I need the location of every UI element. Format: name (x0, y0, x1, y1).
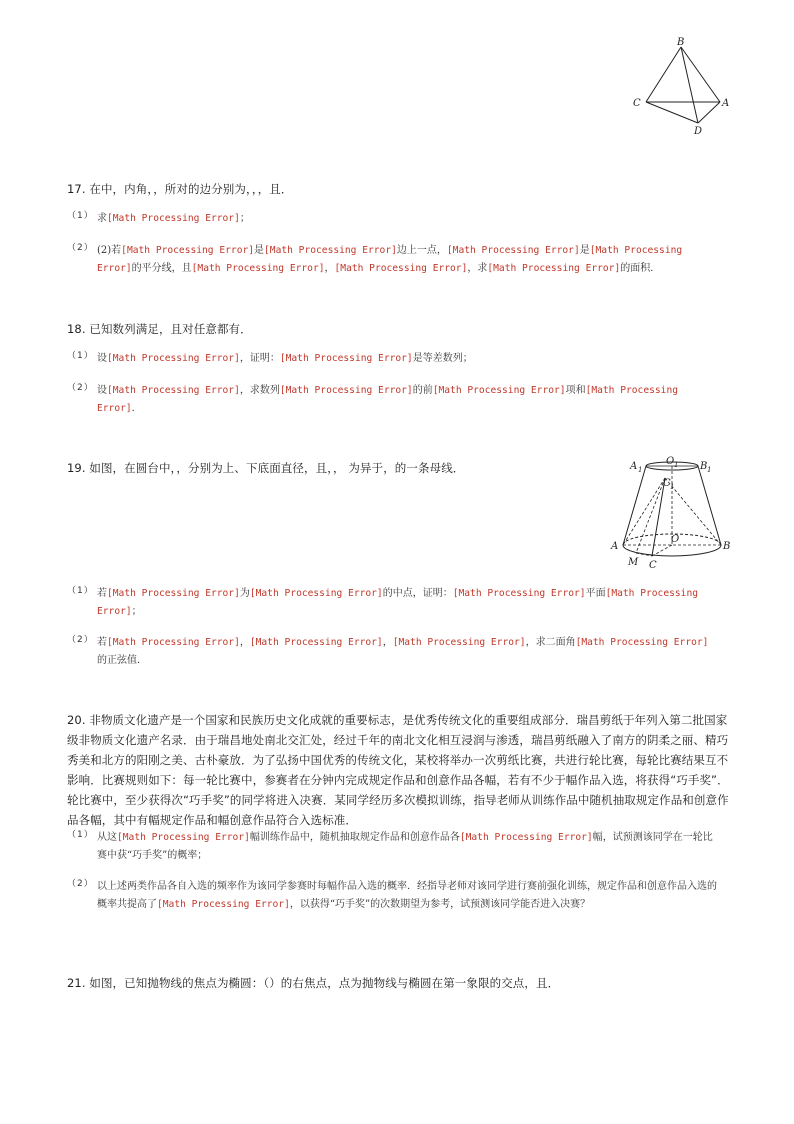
question-19-title: 19. 如图，在圆台中，，分别为上、下底面直径，且，， 为异于，的一条母线． (67, 461, 465, 475)
label-O1-sub: 1 (674, 461, 679, 469)
math-error-text: [Math Processing Error] (107, 588, 240, 599)
side-right (698, 466, 721, 545)
label-O: O (671, 534, 680, 545)
label-A1: A (630, 461, 638, 472)
label-D: D (694, 126, 703, 136)
label-C: C (633, 98, 641, 109)
text-segment: 幅，试预测该同学在一轮比赛中获“巧手奖”的概率； (97, 832, 713, 861)
text-segment: 为 (239, 588, 250, 599)
math-error-text: [Math Processing Error] (97, 245, 683, 274)
part-number: （2） (67, 383, 94, 393)
part-text (97, 829, 717, 864)
text-segment: ， (324, 262, 335, 274)
text-segment: 平面 (585, 588, 606, 599)
math-error-text: [Math Processing Error] (107, 637, 240, 648)
math-error-text: [Math Processing Error] (249, 588, 383, 599)
math-error-text: [Math Processing Error] (392, 637, 526, 648)
math-error-text: [Math Processing Error] (157, 898, 290, 910)
label-C1: C (663, 478, 671, 489)
part-text (97, 878, 717, 913)
line-C1-M (636, 478, 665, 553)
text-segment: ， (239, 637, 250, 648)
question-20-title: 20. 非物质文化遗产是一个国家和民族历史文化成就的重要标志，是优秀传统文化的重要组成部分．瑞昌剪纸于年列入第二批国家级非物质文化遗产名录．由于瑞昌地处南北交汇处，经过千年的南北文化相互浸润与渗透，瑞昌剪纸融入了南方的阴柔之丽、精巧秀美和北方的阳刚之美、古朴豪放．为了弘扬中国优秀的传统文化，某校将举办一次剪纸比赛，共进行轮比赛，每轮比赛结果互不影响．比赛规则如下：每一轮比赛中，参赛者在分钟内完成规定作品和创意作品各幅，若有不少于幅作品入选，将获得“巧手奖”．轮比赛中，至少获得次“巧手奖”的同学将进入决赛．某同学经历多次模拟训练，指导老师从训练作品中随机抽取规定作品和创意作品各幅，其中有幅规定作品和幅创意作品符合入选标准． (67, 713, 729, 827)
part-number: （1） (67, 830, 94, 840)
text-segment: 的正弦值． (97, 654, 147, 666)
math-error-text: [Math Processing Error] (487, 262, 621, 274)
text-segment: ． (131, 402, 142, 414)
label-C: C (649, 560, 657, 571)
edge-DA (698, 102, 720, 123)
label-O1: O (666, 456, 675, 467)
text-segment: 的中点，证明： (382, 588, 453, 599)
edge-BC (646, 47, 681, 102)
math-error-text: [Math Processing Error] (97, 385, 678, 414)
math-error-text: [Math Processing Error] (459, 832, 593, 843)
text-segment: 设 (97, 385, 107, 396)
math-error-text: [Math Processing Error] (432, 385, 566, 396)
part-text (97, 242, 717, 277)
math-error-text: [Math Processing Error] (446, 245, 580, 256)
math-error-text: [Math Processing Error] (107, 213, 240, 224)
math-error-text: [Math Processing Error] (279, 353, 413, 364)
part-text (97, 350, 717, 368)
text-segment: 以上述两类作品各自入选的频率作为该同学参赛时每幅作品入选的概率．经指导老师对该同学进行赛前强化训练，规定作品和创意作品入选的概率共提高了 (97, 881, 717, 910)
text-segment: ， (382, 637, 393, 648)
text-segment: 求 (97, 213, 107, 224)
text-segment: ，求数列 (239, 385, 280, 396)
part-text (97, 210, 717, 228)
line-O-C (652, 545, 672, 556)
text-segment: 的平分线，且 (131, 262, 192, 274)
part-text (97, 382, 717, 417)
text-segment: 是 (254, 245, 265, 256)
math-error-text: [Math Processing Error] (334, 262, 468, 274)
text-segment: 边上一点， (396, 245, 447, 256)
text-segment: 从这 (97, 832, 117, 843)
text-segment: 项和 (565, 385, 586, 396)
line-C1-A (623, 478, 665, 545)
generatrix-CC1 (652, 478, 665, 556)
label-M: M (628, 557, 639, 568)
text-segment: 是 (579, 245, 590, 256)
question-21-title: 21. 如图，已知抛物线的焦点为椭圆：（）的右焦点，点为抛物线与椭圆在第一象限的交点，且． (67, 976, 560, 990)
label-B: B (677, 37, 685, 48)
question-18-title: 18. 已知数列满足，且对任意都有． (67, 322, 252, 336)
label-A: A (611, 541, 619, 552)
label-A: A (722, 98, 730, 109)
math-error-text: [Math Processing Error] (279, 385, 413, 396)
math-error-text: [Math Processing Error] (121, 245, 255, 256)
text-segment: 设 (97, 353, 107, 364)
text-segment: 的前 (412, 385, 433, 396)
math-error-text: [Math Processing Error] (97, 588, 698, 617)
math-error-text: [Math Processing Error] (249, 637, 383, 648)
text-segment: ，求 (467, 262, 488, 274)
edge-CD (646, 102, 698, 123)
math-error-text: [Math Processing Error] (575, 637, 709, 648)
text-segment: ； (131, 605, 142, 617)
math-error-text: [Math Processing Error] (264, 245, 397, 256)
label-B: B (723, 541, 731, 552)
part-number: （2） (67, 635, 94, 645)
text-segment: (2)若 (97, 245, 122, 256)
text-segment: 若 (97, 588, 107, 599)
text-segment: ，以获得“巧手奖”的次数期望为参考，试预测该同学能否进入决赛？ (289, 898, 591, 910)
math-error-text: [Math Processing Error] (117, 832, 250, 843)
part-text (97, 585, 717, 620)
part-number: （1） (67, 211, 94, 221)
bottom-base-front (623, 545, 721, 556)
math-error-text: [Math Processing Error] (107, 353, 240, 364)
label-B1: B (700, 461, 708, 472)
frustum-figure (608, 456, 740, 574)
text-segment: ，求二面角 (525, 637, 576, 648)
question-17-title: 17. 在中，内角，，所对的边分别为，，，且． (67, 182, 293, 196)
part-number: （1） (67, 351, 94, 361)
math-error-text: [Math Processing Error] (107, 385, 240, 396)
text-segment: ，证明： (239, 353, 280, 364)
label-B1-sub: 1 (707, 466, 712, 474)
part-number: （1） (67, 586, 94, 596)
text-segment: 的面积． (620, 262, 661, 274)
part-text (97, 634, 717, 669)
text-segment: 幅训练作品中，随机抽取规定作品和创意作品各 (249, 832, 460, 843)
text-segment: ； (239, 213, 250, 224)
math-error-text: [Math Processing Error] (191, 262, 325, 274)
label-A1-sub: 1 (638, 466, 643, 474)
side-left (623, 466, 646, 545)
part-number: （2） (67, 243, 94, 253)
math-error-text: [Math Processing Error] (452, 588, 586, 599)
text-segment: 若 (97, 637, 107, 648)
part-number: （2） (67, 879, 94, 889)
label-C1-sub: 1 (670, 483, 675, 491)
text-segment: 是等差数列； (412, 353, 473, 364)
tetrahedron-figure (628, 36, 738, 136)
